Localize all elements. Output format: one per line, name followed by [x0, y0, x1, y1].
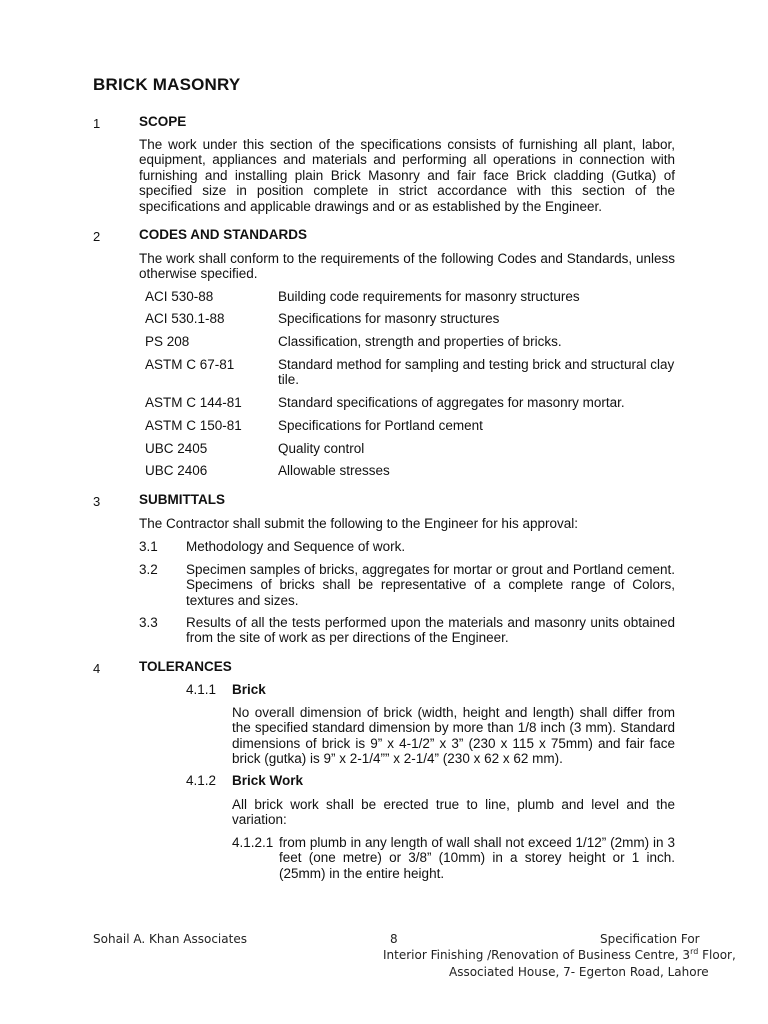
code-id: ASTM C 150-81	[145, 418, 242, 433]
subsection-number: 4.1.2	[186, 773, 217, 788]
codes-intro: The work shall conform to the requirements of the following Codes and Standards, unless otherwise specified.	[139, 251, 675, 282]
code-description: Allowable stresses	[278, 463, 390, 478]
submittals-intro: The Contractor shall submit the following to the Engineer for his approval:	[139, 516, 578, 531]
code-id: PS 208	[145, 334, 190, 349]
code-id: UBC 2406	[145, 463, 208, 478]
code-description: Standard method for sampling and testing brick and structural clay tile.	[278, 357, 675, 388]
code-description: Specifications for Portland cement	[278, 418, 483, 433]
section-number: 2	[93, 229, 101, 244]
brick-tolerance-paragraph: No overall dimension of brick (width, height and length) shall differ from the specified standard dimension by more than 1/8 inch (3 mm). Standard dimensions of brick is 9” x 4-1/2” x 3” (230 x 115 x 75mm) and fair face brick (gutka) is 9” x 2-1/4”” x 2-1/4” (230 x 62 x 62 mm).	[232, 705, 675, 767]
subsection-label: Brick	[232, 682, 266, 697]
footer-company: Sohail A. Khan Associates	[93, 932, 247, 946]
footer-page-number: 8	[390, 932, 398, 946]
sub-item-number: 4.1.2.1	[232, 835, 274, 850]
code-id: ASTM C 144-81	[145, 395, 242, 410]
code-description: Standard specifications of aggregates for masonry mortar.	[278, 395, 625, 410]
code-id: ACI 530.1-88	[145, 311, 225, 326]
sub-item	[232, 835, 675, 881]
footer-project-floor: Floor,	[698, 948, 736, 962]
code-description: Quality control	[278, 441, 365, 456]
section-heading-tolerances: TOLERANCES	[139, 659, 232, 674]
subsection-number: 4.1.1	[186, 682, 217, 697]
footer-project-line	[383, 948, 736, 962]
item-text: Methodology and Sequence of work.	[186, 539, 406, 554]
item-number: 3.1	[139, 539, 158, 554]
sub-item-text: from plumb in any length of wall shall not exceed 1/12” (2mm) in 3 feet (one metre) or 3/8” (10mm) in a storey height or 1 inch.(25mm) in the entire height.	[279, 835, 675, 881]
code-id: UBC 2405	[145, 441, 208, 456]
item-text: Specimen samples of bricks, aggregates for mortar or grout and Portland cement. Specimens of bricks shall be representative of a complete range of Colors, textures and sizes.	[186, 562, 675, 608]
item-number: 3.3	[139, 615, 158, 630]
code-description: Classification, strength and properties of bricks.	[278, 334, 562, 349]
code-description: Building code requirements for masonry structures	[278, 289, 580, 304]
section-heading-submittals: SUBMITTALS	[139, 492, 225, 507]
section-heading-scope: SCOPE	[139, 114, 187, 129]
footer-ordinal: rd	[690, 947, 699, 956]
brick-work-paragraph: All brick work shall be erected true to line, plumb and level and the variation:	[232, 797, 675, 828]
code-description: Specifications for masonry structures	[278, 311, 500, 326]
section-number: 3	[93, 494, 101, 509]
code-id: ACI 530-88	[145, 289, 214, 304]
scope-paragraph: The work under this section of the specifications consists of furnishing all plant, labor, equipment, appliances and materials and performing all operations in connection with furnishing and installing plain Brick Masonry and fair face Brick cladding (Gutka) of specified size in position complete in strict accordance with this section of the specifications and applicable drawings and or as established by the Engineer.	[139, 137, 675, 214]
footer-project-text: Interior Finishing /Renovation of Business Centre, 3	[383, 948, 691, 962]
document-title: BRICK MASONRY	[93, 75, 241, 94]
code-id: ASTM C 67-81	[145, 357, 235, 372]
subsection-label: Brick Work	[232, 773, 304, 788]
footer-spec-title: Specification For	[600, 932, 700, 946]
section-number: 1	[93, 116, 101, 131]
item-number: 3.2	[139, 562, 158, 577]
footer-address: Associated House, 7- Egerton Road, Lahore	[449, 965, 709, 979]
section-heading-codes: CODES AND STANDARDS	[139, 227, 308, 242]
item-text: Results of all the tests performed upon the materials and masonry units obtained from the site of work as per directions of the Engineer.	[186, 615, 675, 646]
section-number: 4	[93, 661, 101, 676]
